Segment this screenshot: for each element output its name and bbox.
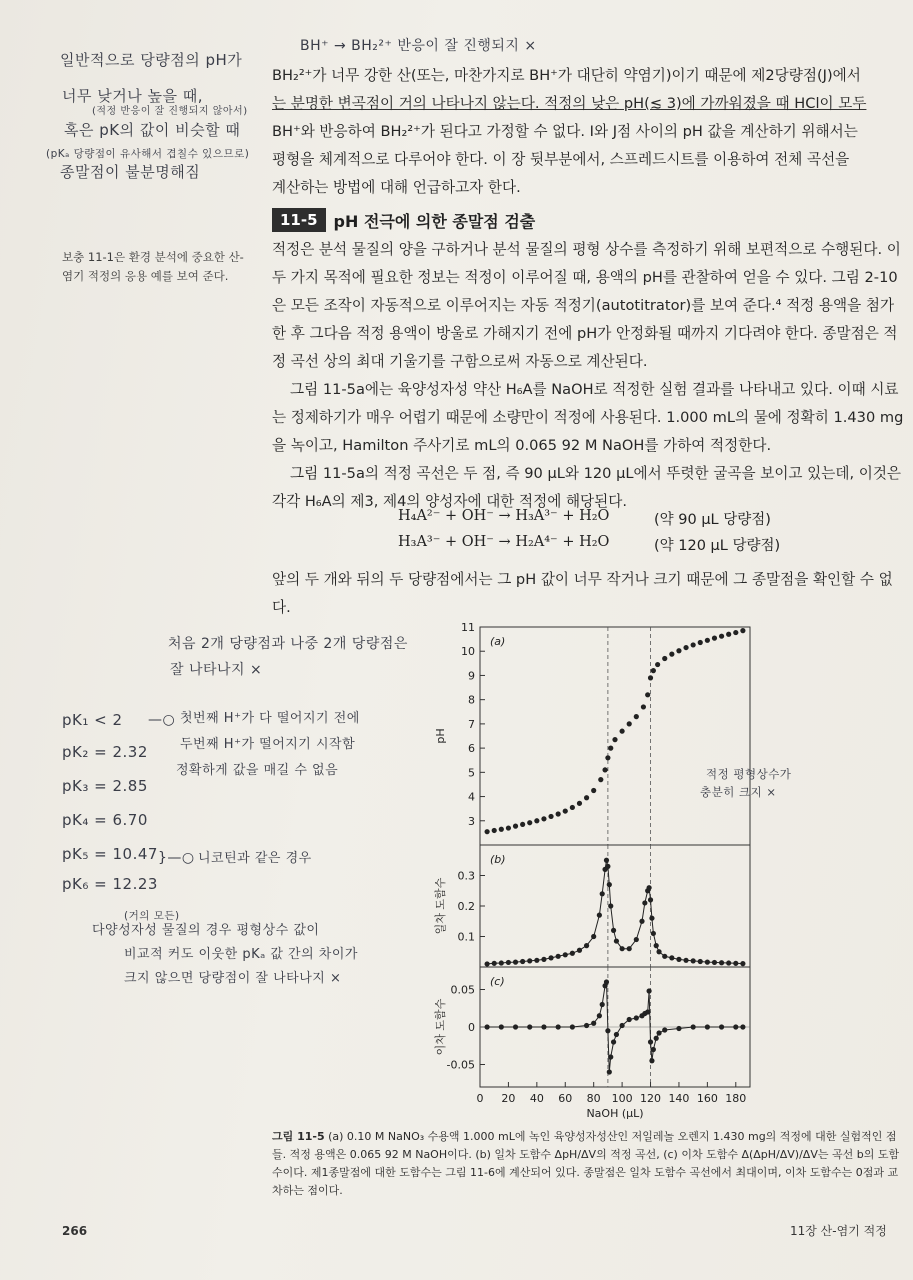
y-tick-label: 0 (468, 1021, 475, 1034)
data-point (534, 958, 539, 963)
data-point (691, 642, 696, 647)
data-point (719, 1024, 724, 1029)
handwritten-left-note-4: 혹은 pK의 값이 비슷할 때 (64, 121, 241, 139)
data-point (608, 1054, 613, 1059)
equation-1 (398, 508, 771, 528)
data-point (634, 714, 639, 719)
data-point (740, 961, 745, 966)
data-point (651, 931, 656, 936)
data-point (705, 960, 710, 965)
equation-2 (398, 534, 781, 554)
data-point (598, 777, 603, 782)
y-tick-label: 8 (468, 693, 475, 707)
data-point (620, 1023, 625, 1028)
data-point (676, 1026, 681, 1031)
x-tick-label: 40 (529, 1092, 544, 1105)
x-tick-label: 120 (640, 1092, 662, 1105)
data-point (676, 957, 681, 962)
x-tick-label: 0 (476, 1092, 484, 1105)
data-point (604, 858, 609, 863)
y-tick-label: 6 (468, 742, 475, 756)
data-point (691, 958, 696, 963)
paragraph-main-3: 그림 11-5a의 적정 곡선은 두 점, 즉 90 μL와 120 μL에서 뚜렷한 굴곡을 보이고 있는데, 이것은 각각 H₆A의 제3, 제4의 양성자에 대한 적정에 해당된다. (272, 465, 902, 510)
data-point (620, 729, 625, 734)
panel-label: (a) (490, 635, 506, 648)
data-point (611, 928, 616, 933)
paragraph-top (272, 62, 908, 202)
y-tick-label: 0.05 (450, 983, 475, 997)
data-point (651, 1047, 656, 1052)
paragraph-top-line-3: BH⁺와 반응하여 BH₂²⁺가 된다고 가정할 수 없다. I와 J점 사이의 pH 값을 계산하기 위해서는 (272, 123, 858, 140)
data-point (541, 957, 546, 962)
data-point (656, 949, 661, 954)
panel-frame (480, 627, 750, 845)
data-point (608, 746, 613, 751)
section-title: pH 전극에 의한 종말점 검출 (333, 211, 536, 231)
titration-figure (420, 615, 760, 1135)
data-point (733, 961, 738, 966)
data-point (634, 1015, 639, 1020)
handwritten-top-note: BH⁺ → BH₂²⁺ 반응이 잘 진행되지 × (300, 38, 537, 54)
margin-note: 보충 11-1은 환경 분석에 중요한 산-염기 적정의 응용 예를 보여 준다. (62, 250, 244, 283)
section-number: 11-5 (272, 208, 326, 232)
data-point (627, 1017, 632, 1022)
data-point (584, 795, 589, 800)
data-point (740, 1024, 745, 1029)
equation-2-text: H₃A³⁻ + OH⁻ → H₂A⁴⁻ + H₂O (398, 534, 610, 550)
handwritten-pk-2: pK₂ = 2.32 (62, 743, 148, 761)
handwritten-pk-4: pK₄ = 6.70 (62, 811, 148, 829)
chapter-label: 11장 산-염기 적정 (790, 1224, 887, 1238)
data-point (605, 1028, 610, 1033)
y-tick-label: 11 (461, 621, 475, 634)
data-point (645, 1009, 650, 1014)
y-tick-label: 4 (468, 790, 475, 804)
data-point (541, 1024, 546, 1029)
handwritten-bottom-note-3: 비교적 커도 이웃한 pKₐ 값 간의 차이가 (124, 947, 358, 962)
data-point (641, 704, 646, 709)
data-point (611, 1039, 616, 1044)
y-tick-label: 10 (461, 645, 475, 659)
data-point (662, 1027, 667, 1032)
y-tick-label: 0.3 (457, 869, 475, 883)
data-point (648, 675, 653, 680)
data-point (605, 755, 610, 760)
data-point (563, 952, 568, 957)
data-point (520, 822, 525, 827)
data-point (513, 960, 518, 965)
data-point (642, 900, 647, 905)
paragraph-after: 앞의 두 개와 뒤의 두 당량점에서는 그 pH 값이 너무 작거나 크기 때문에 그 종말점을 확인할 수 없다. (272, 571, 893, 616)
section-heading (272, 208, 535, 232)
handwritten-chart-annotation-2: 충분히 크지 × (700, 785, 777, 799)
data-point (570, 951, 575, 956)
panel-frame (480, 845, 750, 967)
data-point (541, 816, 546, 821)
data-point (614, 1032, 619, 1037)
data-point (733, 630, 738, 635)
data-point (733, 1024, 738, 1029)
handwritten-bottom-note-4: 크지 않으면 당량점이 잘 나타나지 × (124, 971, 342, 986)
paragraph-main-1: 적정은 분석 물질의 양을 구하거나 분석 물질의 평형 상수를 측정하기 위해 보편적으로 수행된다. 이 두 가지 목적에 필요한 정보는 적정이 이루어질 때, 용액의 pH를 관찰하여 얻을 수 있다. 그림 2-10은 모든 조작이 자동적으로 이루어지는 자동 적정기(autotitrator)를 보여 준다.⁴ 적정 용액을 첨가한 후 그다음 적정 용액이 방울로 가해지기 전에 pH가 안정화될 때까지 기다려야 한다. 종말점은 적정 곡선 상의 최대 기울기를 구함으로써 자동으로 계산된다. (272, 241, 901, 370)
handwritten-bottom-note-1: (거의 모든) (124, 910, 180, 922)
data-point (499, 960, 504, 965)
paragraph-main (272, 236, 908, 516)
handwritten-bottom-note-2: 다양성자성 물질의 경우 평형상수 값이 (92, 923, 320, 938)
page-number: 266 (62, 1224, 88, 1238)
data-point (570, 1024, 575, 1029)
handwritten-chart-note-2: 잘 나타나지 × (170, 662, 263, 678)
data-point (719, 960, 724, 965)
data-point (676, 648, 681, 653)
data-point (645, 692, 650, 697)
data-point (506, 960, 511, 965)
handwritten-pk-3: pK₃ = 2.85 (62, 777, 148, 795)
x-axis-label: NaOH (μL) (586, 1107, 644, 1120)
data-point (577, 801, 582, 806)
equation-2-note: (약 120 μL 당량점) (654, 538, 781, 554)
data-point (506, 825, 511, 830)
data-point (577, 948, 582, 953)
handwritten-pk-note-2: 두번째 H⁺가 떨어지기 시작함 (180, 737, 356, 752)
handwritten-pk-note-3: 정확하게 값을 매길 수 없음 (176, 763, 339, 778)
data-point (607, 882, 612, 887)
paragraph-top-line-1: BH₂²⁺가 너무 강한 산(또는, 마찬가지로 BH⁺가 대단히 약염기)이기 때문에 제2당량점(J)에서 (272, 67, 861, 84)
data-point (740, 628, 745, 633)
x-tick-label: 20 (501, 1092, 516, 1105)
data-point (698, 640, 703, 645)
data-point (597, 913, 602, 918)
data-point (648, 897, 653, 902)
data-point (600, 1002, 605, 1007)
handwritten-left-note-1: 일반적으로 당량점의 pH가 (60, 51, 243, 69)
data-point (556, 1024, 561, 1029)
paragraph-main-2: 그림 11-5a에는 육양성자성 약산 H₆A를 NaOH로 적정한 실험 결과를 나타내고 있다. 이때 시료는 정제하기가 매우 어렵기 때문에 소량만이 적정에 사용된다. 1.000 mL의 물에 정확히 1.430 mg을 녹이고, Hamilton 주사기로 mL의 0.065 92 M NaOH를 가하여 적정한다. (272, 381, 904, 454)
y-tick-label: 5 (468, 766, 475, 780)
derivative-curve (487, 860, 743, 964)
x-tick-label: 140 (668, 1092, 690, 1105)
data-point (649, 1058, 654, 1063)
data-point (492, 961, 497, 966)
x-tick-label: 100 (611, 1092, 633, 1105)
handwritten-left-note-6: 종말점이 불분명해짐 (60, 163, 201, 181)
data-point (591, 788, 596, 793)
y-tick-label: -0.05 (446, 1058, 475, 1072)
handwritten-pk-note-4: 니코틴과 같은 경우 (198, 851, 312, 866)
y-axis-label: pH (434, 728, 447, 744)
paragraph-top-line-2: 는 분명한 변곡점이 거의 나타나지 않는다. 적정의 낮은 pH(≲ 3)에 가까워졌을 때 HCl이 모두 (272, 95, 867, 112)
y-axis-label: 이차 도함수 (434, 998, 447, 1056)
handwritten-chart-note-1: 처음 2개 당량점과 나중 2개 당량점은 (168, 636, 408, 652)
data-point (556, 954, 561, 959)
data-point (647, 988, 652, 993)
handwritten-pk-1: pK₁ < 2 (62, 711, 123, 729)
y-tick-label: 0.2 (457, 900, 475, 913)
data-point (548, 955, 553, 960)
x-tick-label: 160 (696, 1092, 718, 1105)
data-point (591, 934, 596, 939)
data-point (584, 943, 589, 948)
data-point (620, 946, 625, 951)
data-point (499, 1024, 504, 1029)
data-point (527, 820, 532, 825)
data-point (499, 827, 504, 832)
data-point (683, 645, 688, 650)
data-point (534, 818, 539, 823)
x-tick-label: 60 (558, 1092, 573, 1105)
data-point (513, 1024, 518, 1029)
figure-caption (272, 1128, 908, 1200)
data-point (485, 961, 490, 966)
data-point (669, 652, 674, 657)
data-point (492, 828, 497, 833)
paragraph-top-line-4: 평형을 체계적으로 다루어야 한다. 이 장 뒷부분에서, 스프레드시트를 이용하여 전체 곡선을 (272, 151, 850, 168)
data-point (669, 955, 674, 960)
data-point (651, 668, 656, 673)
data-point (655, 662, 660, 667)
data-point (656, 1030, 661, 1035)
data-point (563, 808, 568, 813)
y-axis-label: 일차 도함수 (434, 877, 447, 935)
data-point (614, 938, 619, 943)
handwritten-left-note-3: (적정 반응이 잘 진행되지 않아서) (92, 106, 248, 117)
handwritten-chart-annotation-1: 적정 평형상수가 (706, 767, 792, 781)
data-point (527, 958, 532, 963)
data-point (719, 634, 724, 639)
data-point (607, 1069, 612, 1074)
equation-1-note: (약 90 μL 당량점) (654, 512, 771, 528)
data-point (591, 1021, 596, 1026)
paragraph-top-line-5: 계산하는 방법에 대해 언급하고자 한다. (272, 179, 521, 196)
data-point (648, 1039, 653, 1044)
data-point (612, 737, 617, 742)
caption-label: 그림 11-5 (272, 1130, 325, 1143)
data-point (485, 1024, 490, 1029)
y-tick-label: 7 (468, 717, 475, 731)
data-point (683, 958, 688, 963)
handwritten-pk-5: pK₅ = 10.47 (62, 845, 158, 863)
handwritten-left-note-5: (pKₐ 당량점이 유사해서 겹칠수 있으므로) (46, 148, 250, 160)
data-point (662, 656, 667, 661)
data-point (634, 937, 639, 942)
handwritten-pk-brace: }—○ (158, 850, 195, 866)
data-point (513, 824, 518, 829)
data-point (691, 1024, 696, 1029)
data-point (604, 979, 609, 984)
data-point (597, 1013, 602, 1018)
data-point (712, 636, 717, 641)
handwritten-pk-note-1: 첫번째 H⁺가 다 떨어지기 전에 (180, 711, 360, 726)
panel-label: (c) (490, 975, 505, 988)
x-tick-label: 80 (586, 1092, 601, 1105)
data-point (649, 916, 654, 921)
data-point (570, 805, 575, 810)
data-point (726, 960, 731, 965)
equation-1-text: H₄A²⁻ + OH⁻ → H₃A³⁻ + H₂O (398, 508, 610, 524)
data-point (485, 829, 490, 834)
data-point (584, 1023, 589, 1028)
data-point (627, 946, 632, 951)
data-point (639, 919, 644, 924)
y-tick-label: 9 (468, 669, 475, 683)
data-point (698, 959, 703, 964)
x-tick-label: 180 (725, 1092, 747, 1105)
y-tick-label: 3 (468, 814, 475, 828)
data-point (605, 864, 610, 869)
data-point (520, 959, 525, 964)
data-point (600, 891, 605, 896)
data-point (654, 943, 659, 948)
handwritten-pk-6: pK₆ = 12.23 (62, 875, 158, 893)
data-point (662, 954, 667, 959)
panel-label: (b) (490, 853, 506, 866)
data-point (705, 638, 710, 643)
y-tick-label: 0.1 (457, 930, 475, 944)
data-point (627, 721, 632, 726)
data-point (556, 811, 561, 816)
handwritten-left-note-2: 너무 낮거나 높을 때, (62, 87, 203, 105)
data-point (705, 1024, 710, 1029)
data-point (712, 960, 717, 965)
data-point (654, 1036, 659, 1041)
data-point (726, 632, 731, 637)
data-point (548, 814, 553, 819)
data-point (527, 1024, 532, 1029)
caption-text: (a) 0.10 M NaNO₃ 수용액 1.000 mL에 녹인 육양성자성산인 저일레놀 오렌지 1.430 mg의 적정에 대한 실험적인 점들. 적정 용액은 0.065 92 M NaOH이다. (b) 일차 도함수 ΔpH/ΔV의 적정 곡선, (c) 이차 도함수 Δ(ΔpH/ΔV)/ΔV는 곡선 b의 도함수이다. 제1종말점에 대한 도함수는 그림 11-6에 계산되어 있다. 종말점은 일차 도함수 곡선에서 최대이며, 이차 도함수는 0점과 교차하는 점이다. (272, 1130, 900, 1197)
data-point (608, 903, 613, 908)
data-point (647, 885, 652, 890)
handwritten-pk-arrow: —○ (148, 712, 176, 728)
data-point (602, 767, 607, 772)
